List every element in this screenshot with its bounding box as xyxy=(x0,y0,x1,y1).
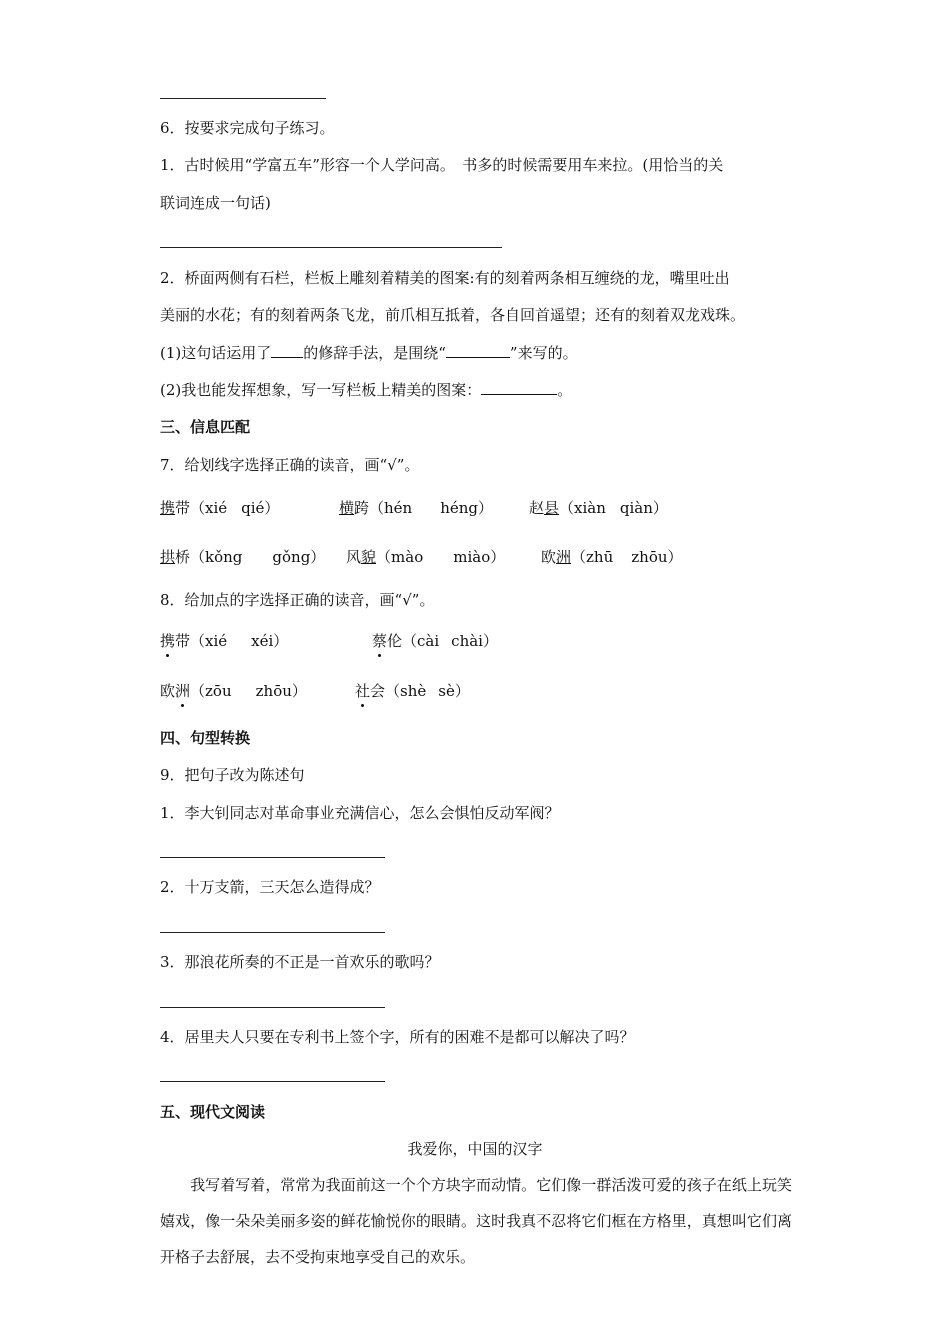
pinyin-option-2: qiàn） xyxy=(619,499,668,517)
question-9-sentence-4: 4．居里夫人只要在专利书上签个字，所有的困难不是都可以解决了吗？ xyxy=(160,1028,635,1046)
question-9-title: 9．把句子改为陈述句 xyxy=(160,766,305,784)
dotted-char: 洲 xyxy=(175,682,191,700)
answer-line xyxy=(160,247,502,248)
q8-item-4[interactable] xyxy=(355,681,470,701)
section-3-heading: 三、信息匹配 xyxy=(160,418,251,436)
pinyin-option-1: 伦（cài xyxy=(387,632,440,650)
prefix-char: 欧 xyxy=(541,548,557,566)
answer-line xyxy=(160,98,326,99)
question-6-sub-2 xyxy=(160,380,572,400)
pinyin-option-2: xéi） xyxy=(251,632,289,650)
pinyin-option-1: 带（xié xyxy=(175,632,228,650)
pinyin-option-2: zhōu） xyxy=(255,682,307,700)
q7-item-5[interactable] xyxy=(346,547,505,567)
question-6-sentence-1-line-2: 联词连成一句话) xyxy=(160,194,271,212)
underlined-char: 拱 xyxy=(160,548,176,566)
pinyin-option-2: héng） xyxy=(440,499,494,517)
question-9-sentence-1: 1．李大钊同志对革命事业充满信心，怎么会惧怕反动军阀？ xyxy=(160,804,560,822)
dotted-char: 携 xyxy=(160,632,176,650)
pinyin-option-1: 会（shè xyxy=(370,682,427,700)
underlined-char: 貌 xyxy=(361,548,377,566)
question-6-title: 6．按要求完成句子练习。 xyxy=(160,119,335,137)
pinyin-option-1: 跨（hén xyxy=(354,499,413,517)
answer-line xyxy=(160,932,385,933)
question-9-sentence-2: 2．十万支箭，三天怎么造得成？ xyxy=(160,878,380,896)
dotted-char: 蔡 xyxy=(372,632,388,650)
sub-1-text-a: (1)这句话运用了 xyxy=(160,344,272,362)
q7-item-3[interactable] xyxy=(529,498,668,518)
pinyin-option-2: miào） xyxy=(453,548,506,566)
sub-1-text-c: ”来写的。 xyxy=(509,344,578,362)
pinyin-option-1: 带（xié xyxy=(175,499,228,517)
pinyin-option-2: gǒng） xyxy=(272,548,326,566)
q7-item-1[interactable] xyxy=(160,498,279,518)
sub-2-text-a: (2)我也能发挥想象，写一写栏板上精美的图案： xyxy=(160,381,482,399)
answer-line xyxy=(160,1081,385,1082)
prefix-char: 赵 xyxy=(529,499,545,517)
pinyin-option-2: chài） xyxy=(451,632,498,650)
underlined-char: 携 xyxy=(160,499,176,517)
blank-rhetoric[interactable] xyxy=(271,343,303,358)
question-9-sentence-3: 3．那浪花所奏的不正是一首欢乐的歌吗？ xyxy=(160,953,440,971)
pinyin-option-1: （zhū xyxy=(571,548,614,566)
answer-line xyxy=(160,1007,385,1008)
pinyin-option-1: （zōu xyxy=(190,682,232,700)
pinyin-option-1: （mào xyxy=(376,548,424,566)
blank-imagination[interactable] xyxy=(481,380,557,395)
pinyin-option-1: （xiàn xyxy=(559,499,606,517)
question-6-sentence-2-line-2: 美丽的水花；有的刻着两条飞龙，前爪相互抵着，各自回首遥望；还有的刻着双龙戏珠。 xyxy=(160,306,746,324)
q8-item-3[interactable] xyxy=(160,681,307,701)
q8-item-2[interactable] xyxy=(372,631,498,651)
q7-item-4[interactable] xyxy=(160,547,325,567)
pinyin-option-2: qié） xyxy=(241,499,280,517)
underlined-char: 洲 xyxy=(556,548,572,566)
question-6-sentence-1-line-1: 1．古时候用“学富五车”形容一个人学问高。 书多的时候需要用车来拉。(用恰当的关 xyxy=(160,156,724,174)
answer-line xyxy=(160,857,385,858)
question-6-sentence-2-line-1: 2．桥面两侧有石栏，栏板上雕刻着精美的图案:有的刻着两条相互缠绕的龙，嘴里吐出 xyxy=(160,269,730,287)
pinyin-option-2: sè） xyxy=(438,682,470,700)
question-7-title: 7．给划线字选择正确的读音，画“√”。 xyxy=(160,456,420,474)
pinyin-option-2: zhōu） xyxy=(631,548,683,566)
prefix-char: 欧 xyxy=(160,682,176,700)
question-8-title: 8．给加点的字选择正确的读音，画“√”。 xyxy=(160,591,435,609)
reading-title: 我爱你，中国的汉字 xyxy=(407,1140,543,1158)
underlined-char: 横 xyxy=(339,499,355,517)
q7-item-6[interactable] xyxy=(541,547,683,567)
blank-topic[interactable] xyxy=(446,343,510,358)
prefix-char: 风 xyxy=(346,548,362,566)
dotted-char: 社 xyxy=(355,682,371,700)
q7-item-2[interactable] xyxy=(339,498,493,518)
sub-1-text-b: 的修辞手法，是围绕“ xyxy=(303,344,446,362)
question-6-sub-1 xyxy=(160,343,578,363)
section-5-heading: 五、现代文阅读 xyxy=(160,1103,266,1121)
sub-2-text-b: 。 xyxy=(557,381,573,399)
q8-item-1[interactable] xyxy=(160,631,288,651)
reading-paragraph: 我写着写着，常常为我面前这一个个方块字而动情。它们像一群活泼可爱的孩子在纸上玩笑嬉戏，像一朵朵美丽多姿的鲜花愉悦你的眼睛。这时我真不忍将它们框在方格里，真想叫它们离开格子去舒展，去不受拘束地享受自己的欢乐。 xyxy=(160,1176,792,1266)
section-4-heading: 四、句型转换 xyxy=(160,729,251,747)
underlined-char: 县 xyxy=(544,499,560,517)
pinyin-option-1: 桥（kǒng xyxy=(175,548,243,566)
